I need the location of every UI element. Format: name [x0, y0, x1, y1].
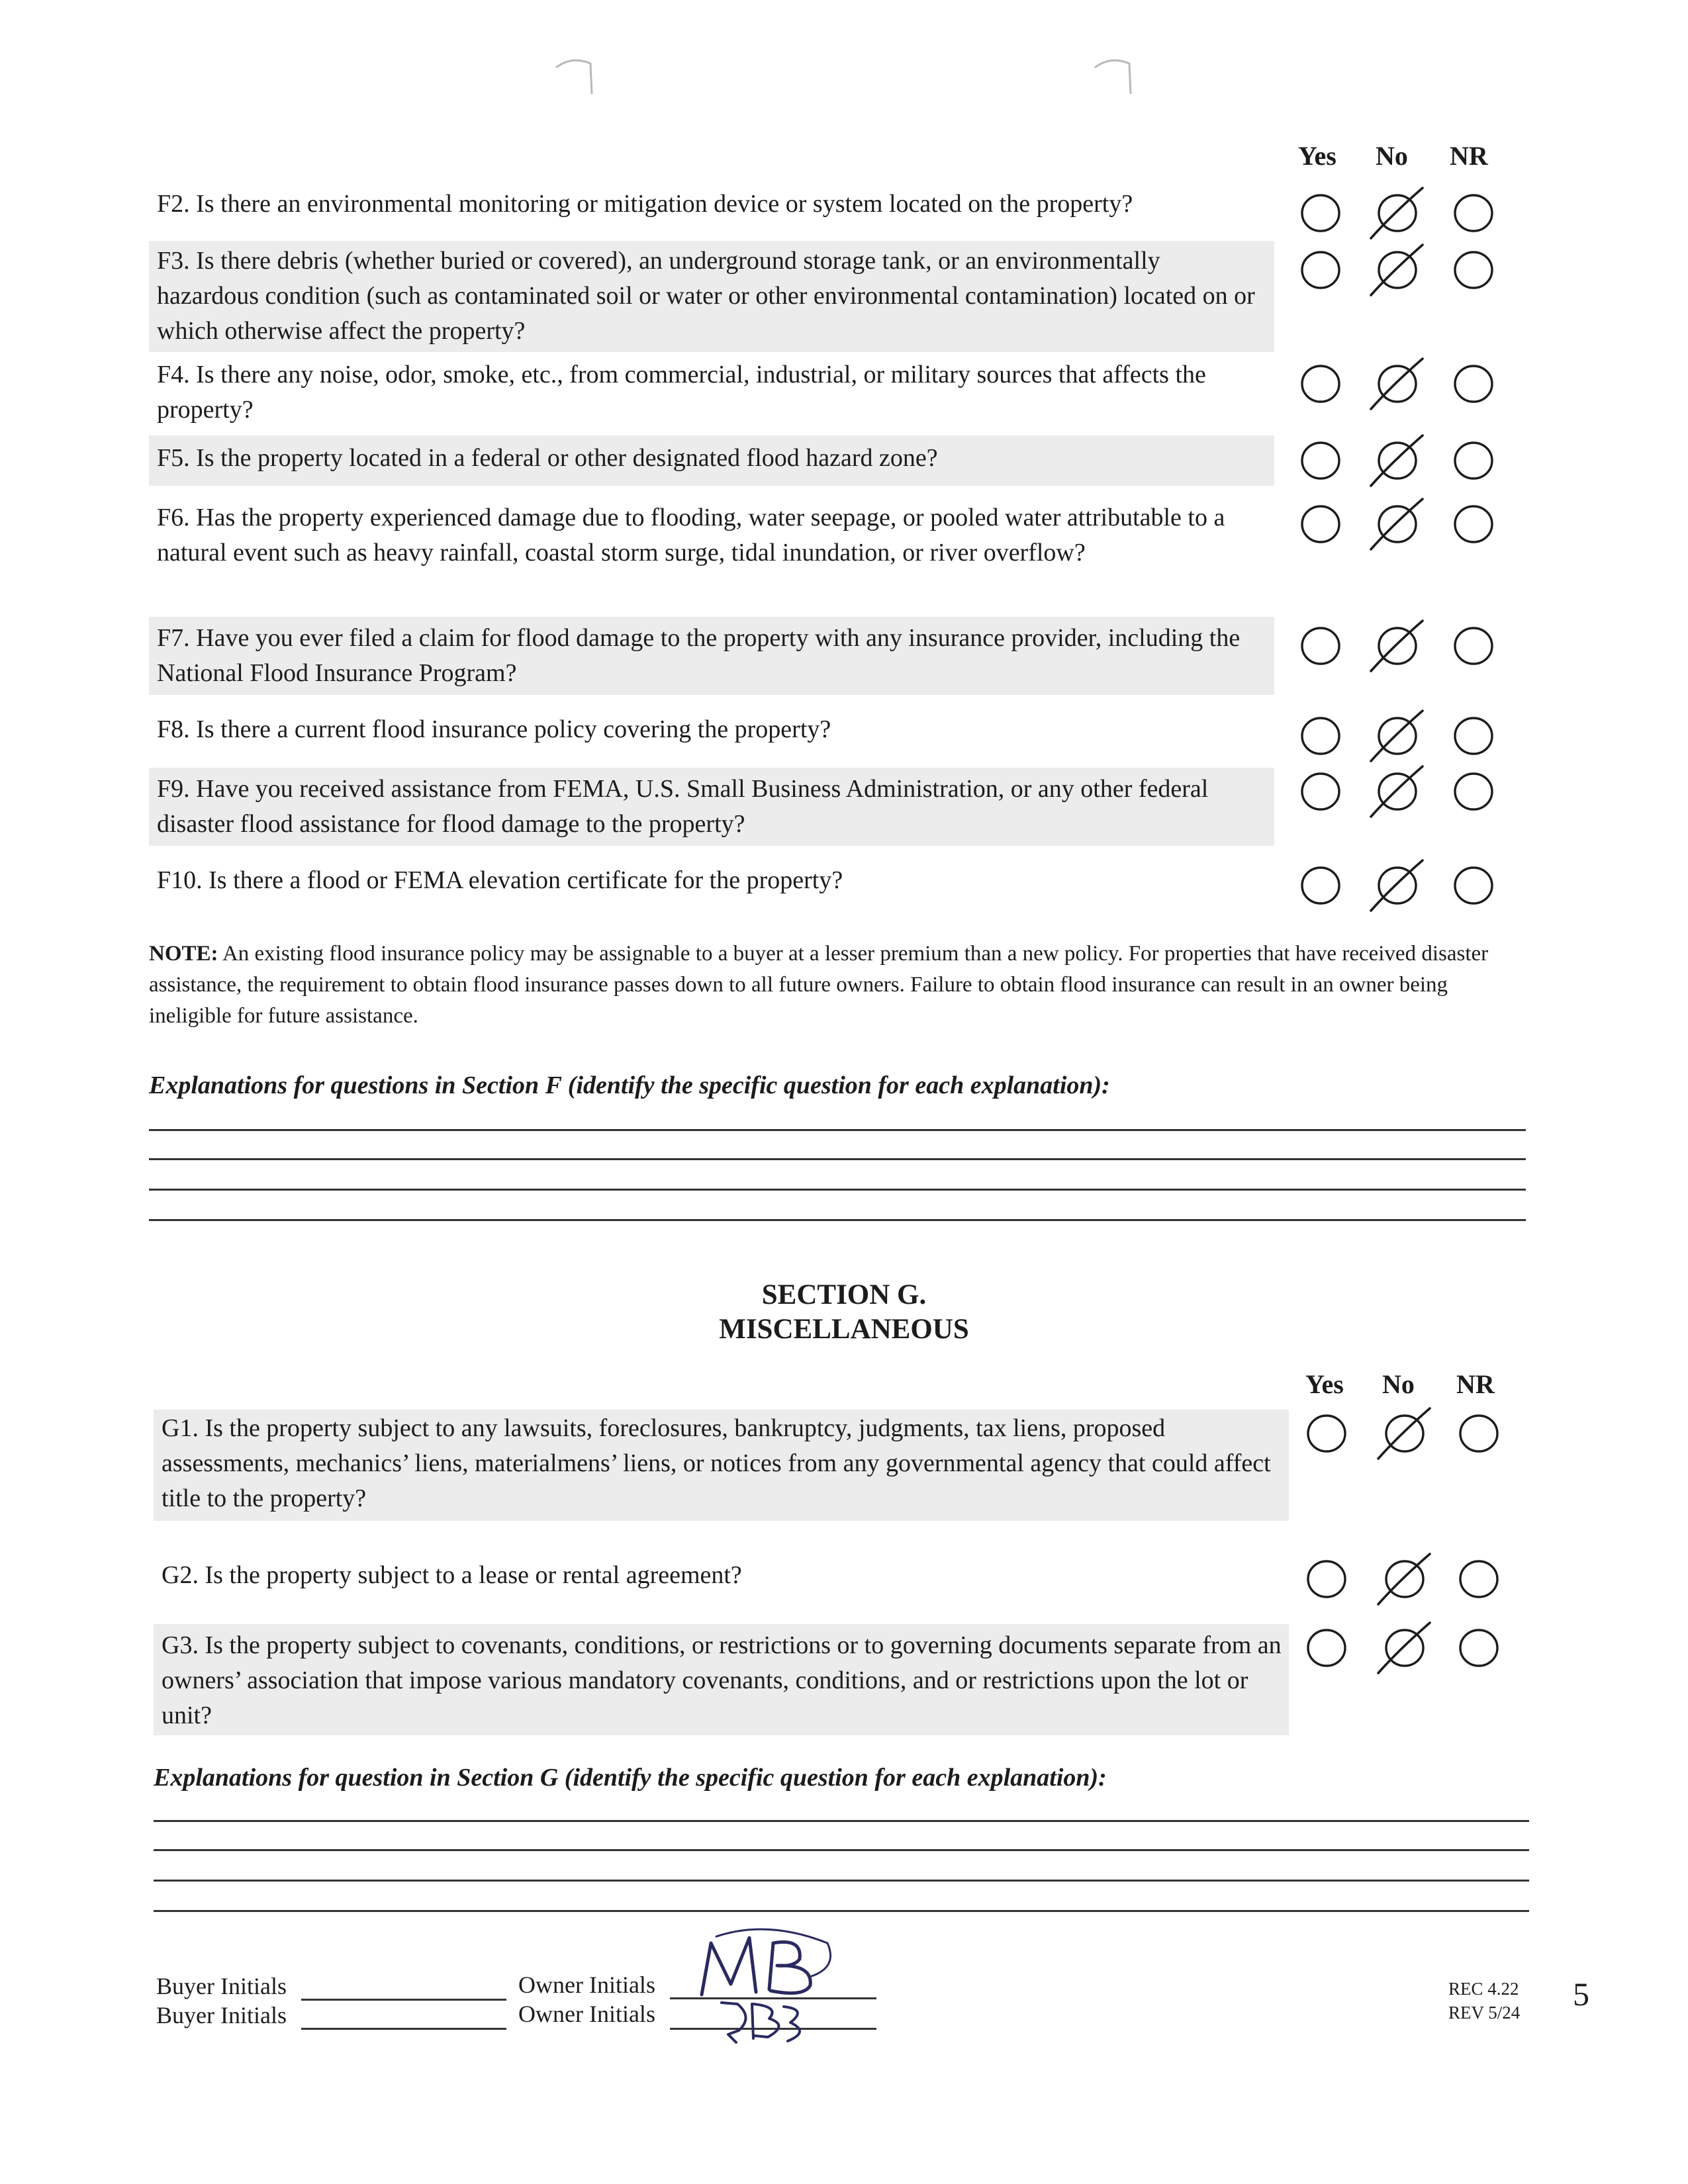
explanation-line[interactable]	[154, 1880, 1529, 1882]
explanation-line[interactable]	[154, 1910, 1529, 1912]
owner-initials-signature-db	[702, 1995, 827, 2046]
answer-option-f7-yes[interactable]	[1299, 625, 1342, 667]
answer-option-f5-no[interactable]	[1376, 439, 1419, 482]
section-g-explanation-label: Explanations for question in Section G (identify the specific question for each explanation):	[154, 1764, 1107, 1792]
answer-option-f3-yes[interactable]	[1299, 249, 1342, 291]
answer-option-f5-yes[interactable]	[1299, 439, 1342, 482]
column-header-yes: Yes	[1305, 1369, 1344, 1399]
column-header-no: No	[1376, 141, 1408, 171]
answer-option-f6-no[interactable]	[1376, 503, 1419, 545]
form-code: REC 4.22	[1448, 1979, 1519, 1999]
question-text: F2. Is there an environmental monitoring or mitigation device or system located on the property?	[157, 190, 1133, 218]
answer-option-f6-yes[interactable]	[1299, 503, 1342, 545]
owner-initials-label: Owner Initials	[518, 2001, 655, 2027]
answer-option-g1-no[interactable]	[1383, 1412, 1426, 1455]
page-number: 5	[1573, 1976, 1589, 2013]
answer-option-g3-no[interactable]	[1383, 1627, 1426, 1669]
buyer-initials-label: Buyer Initials	[156, 1973, 287, 1999]
answer-option-g3-yes[interactable]	[1305, 1627, 1348, 1669]
answer-option-f5-nr[interactable]	[1452, 439, 1495, 482]
answer-option-f4-no[interactable]	[1376, 363, 1419, 405]
question-row-g3	[154, 1624, 1289, 1735]
explanation-line[interactable]	[149, 1129, 1526, 1131]
answer-option-g2-no[interactable]	[1383, 1558, 1426, 1600]
section-g-title: SECTION G.	[761, 1279, 927, 1310]
question-text: F5. Is the property located in a federal or other designated flood hazard zone?	[157, 444, 938, 472]
explanation-line[interactable]	[149, 1219, 1526, 1221]
owner-initials-signature-mb	[688, 1923, 841, 2003]
answer-option-f2-no[interactable]	[1376, 192, 1419, 234]
answer-option-f3-nr[interactable]	[1452, 249, 1495, 291]
answer-option-f7-nr[interactable]	[1452, 625, 1495, 667]
question-row-f10	[149, 860, 1274, 903]
column-header-nr: NR	[1450, 141, 1488, 171]
answer-option-g3-nr[interactable]	[1458, 1627, 1500, 1669]
question-row-g1	[154, 1410, 1289, 1521]
answer-option-g1-nr[interactable]	[1458, 1412, 1500, 1455]
answer-option-f9-no[interactable]	[1376, 770, 1419, 813]
explanation-line[interactable]	[149, 1158, 1526, 1160]
answer-option-g2-yes[interactable]	[1305, 1558, 1348, 1600]
revision-date: REV 5/24	[1448, 2003, 1521, 2023]
question-text: F9. Have you received assistance from FEMA, U.S. Small Business Administration, or any other federal disaster flood assistance for flood damage to the property?	[157, 775, 1209, 838]
section-f-explanation-label: Explanations for questions in Section F (identify the specific question for each explanation):	[149, 1071, 1110, 1099]
question-row-f9	[149, 768, 1274, 846]
owner-initials-label: Owner Initials	[518, 1972, 655, 1998]
answer-option-g2-nr[interactable]	[1458, 1558, 1500, 1600]
question-text: G3. Is the property subject to covenants, conditions, or restrictions or to governing documents separate from an owners’ association that impose various mandatory covenants, conditions, and or restrictions upon the lot or unit?	[162, 1631, 1282, 1729]
punch-hole-mark-left	[553, 52, 594, 98]
question-row-f6	[149, 498, 1274, 610]
question-row-f4	[149, 355, 1274, 430]
column-header-yes: Yes	[1298, 141, 1336, 171]
question-row-f5	[149, 435, 1274, 486]
question-text: F7. Have you ever filed a claim for flood damage to the property with any insurance provider, including the National Flood Insurance Program?	[157, 624, 1241, 687]
question-text: G2. Is the property subject to a lease or rental agreement?	[162, 1561, 742, 1589]
question-text: F8. Is there a current flood insurance policy covering the property?	[157, 715, 831, 743]
section-g-subtitle: MISCELLANEOUS	[719, 1314, 969, 1345]
answer-option-f6-nr[interactable]	[1452, 503, 1495, 545]
explanation-line[interactable]	[154, 1849, 1529, 1851]
answer-option-f9-yes[interactable]	[1299, 770, 1342, 813]
answer-option-f4-nr[interactable]	[1452, 363, 1495, 405]
answer-option-f3-no[interactable]	[1376, 249, 1419, 291]
question-row-f3	[149, 241, 1274, 352]
column-header-nr: NR	[1456, 1369, 1495, 1399]
answer-option-f10-no[interactable]	[1376, 864, 1419, 907]
punch-hole-mark-right	[1092, 52, 1133, 98]
question-row-f7	[149, 617, 1274, 695]
question-text: F10. Is there a flood or FEMA elevation certificate for the property?	[157, 866, 843, 894]
answer-option-f8-nr[interactable]	[1452, 715, 1495, 757]
column-header-no: No	[1382, 1369, 1415, 1399]
answer-option-g1-yes[interactable]	[1305, 1412, 1348, 1455]
question-row-g2	[154, 1555, 1289, 1598]
buyer-initials-label: Buyer Initials	[156, 2002, 287, 2028]
question-text: F4. Is there any noise, odor, smoke, etc., from commercial, industrial, or military sources that affects the property?	[157, 361, 1206, 424]
question-text: G1. Is the property subject to any lawsuits, foreclosures, bankruptcy, judgments, tax liens, proposed assessments, mechanics’ liens, materialmens’ liens, or notices from any governmental agency that could affect title to the property?	[162, 1414, 1271, 1512]
answer-option-f2-yes[interactable]	[1299, 192, 1342, 234]
answer-option-f2-nr[interactable]	[1452, 192, 1495, 234]
flood-insurance-note	[149, 938, 1519, 1032]
answer-option-f8-no[interactable]	[1376, 715, 1419, 757]
question-row-f8	[149, 709, 1274, 752]
answer-option-f4-yes[interactable]	[1299, 363, 1342, 405]
note-text: An existing flood insurance policy may be assignable to a buyer at a lesser premium than a new policy. For properties that have received disaster assistance, the requirement to obtain flood insurance passes down to all future owners. Failure to obtain flood insurance can result in an owner being ineligible for future assistance.	[149, 942, 1489, 1028]
question-text: F3. Is there debris (whether buried or covered), an underground storage tank, or an environmentally hazardous condition (such as contaminated soil or water or other environmental contamination) located on or which otherwise affect the property?	[157, 247, 1255, 345]
answer-option-f10-nr[interactable]	[1452, 864, 1495, 907]
buyer-initials-field[interactable]	[301, 1999, 506, 2001]
note-label: NOTE:	[149, 942, 218, 966]
explanation-line[interactable]	[149, 1189, 1526, 1191]
question-text: F6. Has the property experienced damage due to flooding, water seepage, or pooled water attributable to a natural event such as heavy rainfall, coastal storm surge, tidal inundation, or river overflow?	[157, 504, 1225, 567]
answer-option-f9-nr[interactable]	[1452, 770, 1495, 813]
buyer-initials-field[interactable]	[301, 2028, 506, 2030]
answer-option-f7-no[interactable]	[1376, 625, 1419, 667]
question-row-f2	[149, 184, 1274, 225]
explanation-line[interactable]	[154, 1820, 1529, 1822]
answer-option-f10-yes[interactable]	[1299, 864, 1342, 907]
answer-option-f8-yes[interactable]	[1299, 715, 1342, 757]
